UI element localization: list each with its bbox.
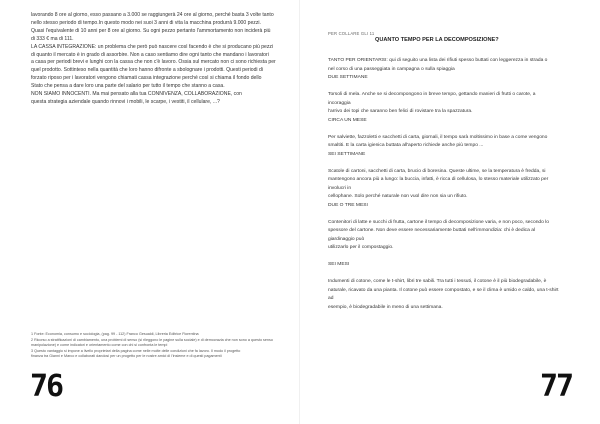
section-heading: DUE SETTIMANE: [328, 75, 368, 80]
left-paragraph: NON SIAMO INNOCENTI. Ma mai pensato alla tua CONNIVENZA, COLLABORAZIONE, con: [31, 91, 242, 98]
spacer: [328, 125, 580, 134]
right-paragraph: Contenitori di latte e succhi di frutta, cartone il tempo di decomposizione varia, e non poco, secondo lo: [328, 219, 550, 225]
footnote: 2 Ricorso a stratificazioni di cambiamento, una problemi di senso (si rileggono le pagine sulla sociale) e di democrazia che non sono a questo senso: [31, 337, 273, 342]
right-paragraph: incoraggia: [328, 100, 351, 106]
section-heading: SEI SETTIMANE: [328, 151, 366, 157]
left-paragraph: Stato che pensa a dare loro una parte del salario per tutto il tempo che stanno a casa.: [31, 83, 225, 90]
right-paragraph: cellophane. Solo perché naturale non vuol dire non sia un rifiuto.: [328, 194, 468, 199]
right-paragraph: TANTO PER ORIENTARSI: qui di seguito una lista dei rifiuti spesso buttati con leggerezza in strada o: [328, 58, 548, 63]
section-kicker: PER COLLARE GLI 11: [328, 31, 375, 36]
right-body-text: [328, 57, 580, 312]
left-paragraph: questa strategia aziendale quando rinnovi i mobili, le scarpe, i vestiti, il cellulare, ...?: [31, 98, 220, 105]
right-paragraph: mantengono ancora più a lungo: la buccia, infatti, è ricca di cellulosa, lo stesso materiale utilizzato per: [328, 177, 549, 182]
spacer: [328, 159, 580, 168]
right-paragraph: nel corso di una passeggiata in campagna o sulla spiaggia: [328, 66, 455, 72]
page-number-right: 77: [540, 369, 573, 404]
spacer: [328, 270, 580, 279]
left-paragraph: forzato riposo per i lavoratori vengono chiamati cassa integrazione perché così si chiama il fondo dello: [31, 75, 262, 82]
footnote: manipolazione) e come indicatori e orientamento come con chi si confronta le tempi: [31, 343, 168, 348]
left-paragraph: nello stesso periodo di tempo.In questo modo nei suoi 3 anni di vita la macchina produrrà 9.000 pezzi.: [31, 19, 261, 26]
left-paragraph: LA CASSA INTEGRAZIONE: un problema che però può nascere così facendo è che si producano più pezzi: [31, 43, 274, 50]
footnote: 3 Questo vantaggio si impone a livello proprietari della pagina come nelle molte delle condizioni che fa lavoro. Il modo il progetto: [31, 348, 241, 353]
right-paragraph: Indumenti di cotone, come le t-shirt, libri tre sabili. Tra tutti i tessuti, il cotone è il più biodegradabile, è: [328, 279, 547, 284]
right-paragraph: l'arrivo dei topi che saranno ben felici di rovistare tra la spazzatura.: [328, 109, 473, 114]
footnote: 1 Fonte: Economia, consumo e sociologia, (pag. 99 - 112) Franco Gesualdi, Libreria Editrice Fiorentina: [31, 332, 199, 336]
left-paragraph: lavorando 8 ore al giorno, esso passano a 3.000 se raggiungerà 24 ore al giorno, perché basta 3 volte tanto: [31, 12, 274, 18]
left-paragraph: Quasi l'equivalente di 10 anni per 8 ore al giorno. Su ogni pezzo pertanto l'ammortamento non inciderà più: [31, 27, 271, 34]
footnote: finanza tra Gianni e Marco e collaborati dandosi per un progetto per le nostre amici di l'insieme e di questi pagamenti: [31, 354, 222, 359]
spacer: [328, 83, 580, 92]
right-paragraph: Torsoli di mela. Anche se si decompongono in breve tempo, gettando manieri di frutti o carote, a: [328, 92, 536, 97]
right-paragraph: ad: [328, 296, 334, 301]
right-paragraph: Scatole di cartoni, sacchetti di carta, brucio di boresina. Queste ultime, se la temperatura è fredda, si: [328, 168, 546, 174]
right-paragraph: Per salviette, fazzoletti e sacchetti di carta, giornali, il tempo sarà moltissimo in base a come vengono: [328, 134, 548, 140]
section-heading: DUE O TRE MESI: [328, 202, 368, 208]
spacer: [328, 253, 580, 262]
section-heading: CIRCA UN MESE: [328, 117, 367, 123]
section-heading: SEI MESI: [328, 262, 350, 267]
right-paragraph: utilizzarlo per il compostaggio.: [328, 245, 394, 250]
right-paragraph: spessore del cartone. Non deve essere necessariamente buttati nell'immondizia: chi è dedica al: [328, 228, 535, 233]
spacer: [328, 210, 580, 219]
page-title: QUANTO TEMPO PER LA DECOMPOSIZIONE?: [375, 37, 499, 43]
right-paragraph: smaltiti. E la carta igienica buttata all'aperto richiede anche più tempo ...: [328, 143, 484, 148]
left-paragraph: di quanto il mercato è in grado di assorbire. Non a caso sentiamo dire ogni tanto che mandano i lavoratori: [31, 51, 269, 58]
right-paragraph: naturale, ricavato da una pianta. Il cotone può essere compostato, e se il clima è umido e caldo, una t-shirt: [328, 287, 559, 293]
footnotes: [31, 332, 289, 360]
left-paragraph: quel prodotto. Sottinteso nella quantità che loro hanno difronte a sbolognare i prodotti. Questi periodi di: [31, 67, 263, 74]
right-paragraph: giardinaggio può: [328, 236, 365, 242]
left-body-text: [31, 12, 289, 107]
right-paragraph: esempio, è biodegradabile in meno di una settimana.: [328, 304, 443, 310]
left-paragraph: a casa per periodi brevi e lunghi con la cassa che non c'è lavoro. Ossia sul mercato non ci sono richiesta per: [31, 59, 276, 66]
left-paragraph: di 333 € ma di 111.: [31, 35, 74, 42]
right-paragraph: involucri in: [328, 185, 352, 191]
page-number-left: 76: [30, 369, 63, 404]
